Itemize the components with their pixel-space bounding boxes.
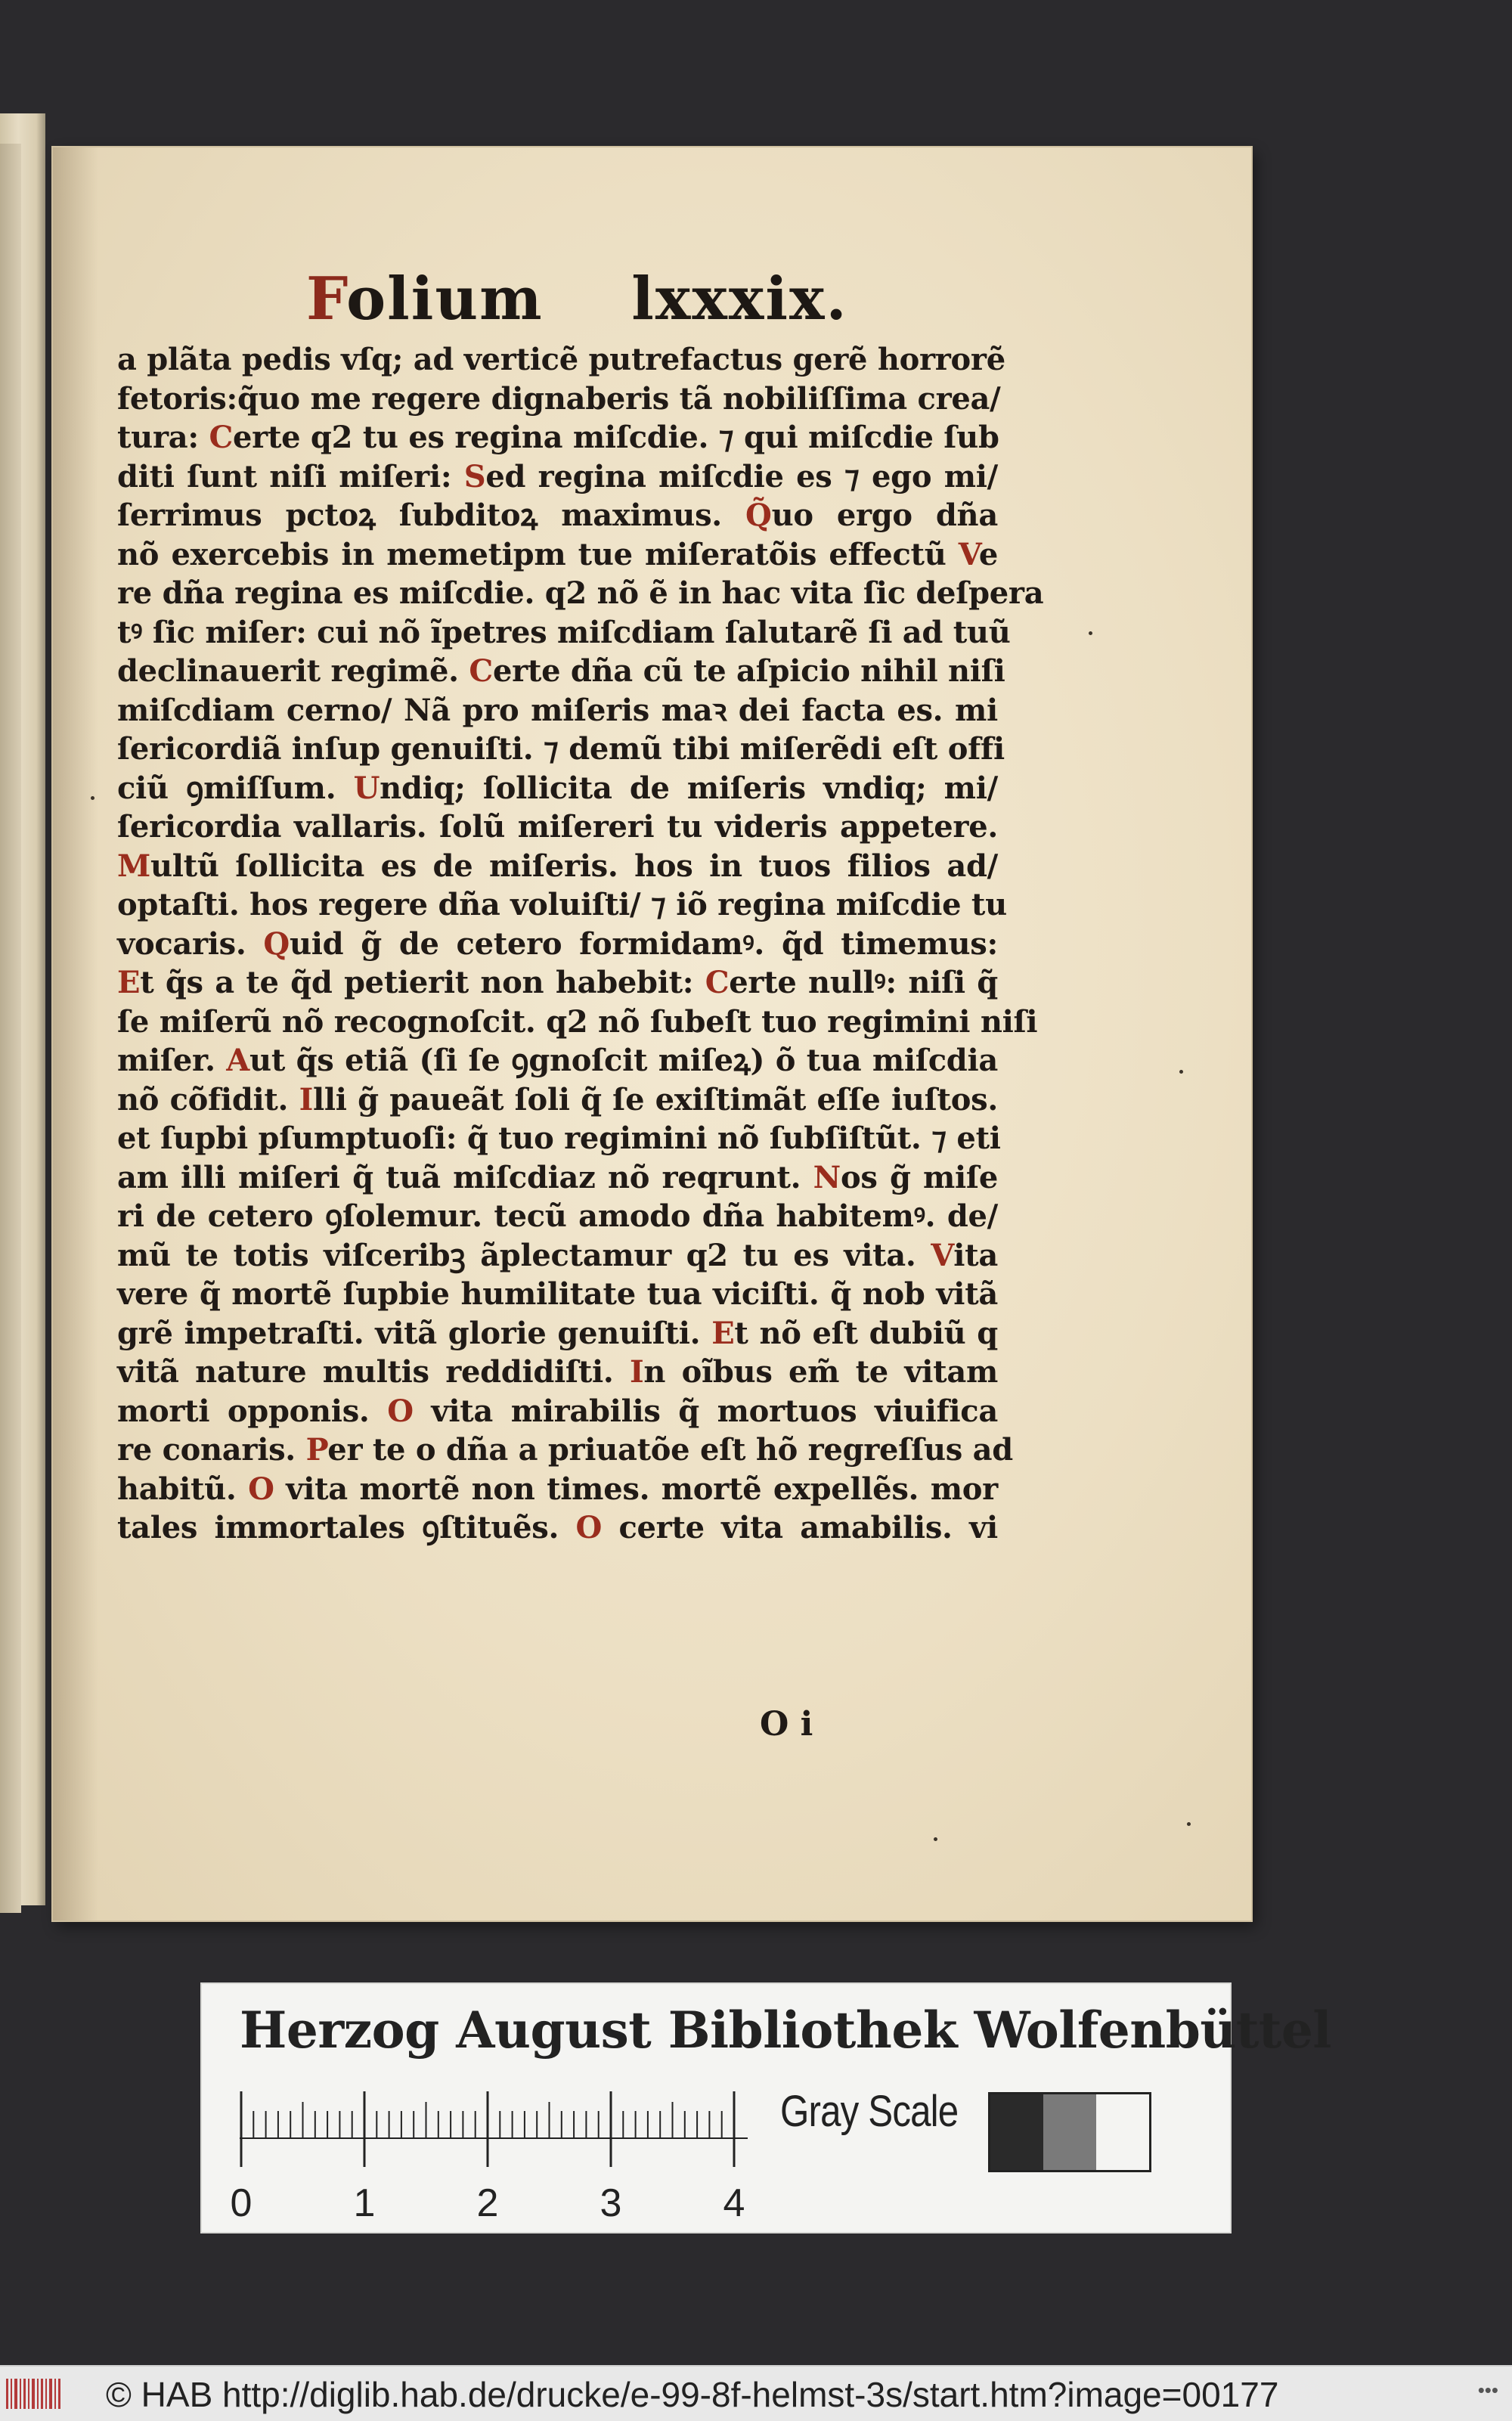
text-line: et ſupbi pſumptuoſi: q̃ tuo regimini nõ ſubſiſtũt. ⁊ eti [117, 1121, 1001, 1156]
ruler-ticks [241, 2091, 734, 2167]
library-name: Herzog August Bibliothek Wolfenbüttel [240, 2001, 1331, 2060]
rubricated-initial: O [387, 1393, 414, 1429]
folio-heading [306, 265, 848, 333]
text-line: Multũ ſollicita es de miſeris. hos in tuos filios ad/ [117, 848, 998, 884]
folio-initial: F [306, 265, 347, 333]
text-line: ſericordiã inſup genuiſti. ⁊ demũ tibi miſerẽdi eſt offi [117, 731, 1005, 767]
text-line: vocaris. Quid g̃ de cetero formidamꝰ. q̃d timemus: [117, 925, 998, 962]
text-line: miſer. Aut q̃s etiã (ſi ſe ꝯgnoſcit miſeꝝ) õ tua miſcdia [117, 1043, 998, 1078]
book-page [53, 147, 1251, 1920]
rubricated-initial: P [305, 1432, 328, 1468]
text-line: fetoris:q̃uo me regere dignaberis tã nobiliſſima crea/ [117, 380, 1001, 417]
text-line: vitã nature multis reddidiſti. In oĩbus em̃ te vitam [117, 1354, 998, 1390]
gray-swatch [1096, 2094, 1149, 2170]
ruler-label: 2 [476, 2181, 499, 2225]
gray-swatch [990, 2094, 1043, 2170]
rubricated-initial: I [299, 1081, 314, 1118]
text-line: nõ exercebis in memetipm tue miſeratõis effectũ Ve [117, 536, 998, 572]
text-block [117, 340, 1044, 1548]
text-line: diti ſunt niſi miſeri: Sed regina miſcdie es ⁊ ego mi/ [117, 458, 998, 494]
ruler-label: 3 [600, 2181, 622, 2225]
barcode-icon [5, 2376, 65, 2412]
rubricated-initial: V [931, 1237, 954, 1273]
ruler-label: 1 [353, 2181, 376, 2225]
source-url[interactable]: © HAB http://diglib.hab.de/drucke/e-99-8f-helmst-3s/start.htm?image=00177 [106, 2375, 1279, 2414]
ruler-label: 4 [723, 2181, 745, 2225]
folio-number: lxxxix. [631, 265, 848, 333]
text-line: tura: Certe q2 tu es regina miſcdie. ⁊ qui miſcdie ſub [117, 420, 999, 455]
text-line: am illi miſeri q̃ tuã miſcdiaz nõ reqrunt. Nos g̃ miſe [117, 1159, 998, 1195]
text-line: re conaris. Per te o dña a priuatõe eſt hõ regreſſus ad [117, 1432, 1013, 1468]
text-line: declinauerit regimẽ. Certe dña cũ te aſpicio nihil niſi [117, 653, 1005, 689]
text-line: vere q̃ mortẽ ſupbie humilitate tua viciſti. q̃ nob vitã [117, 1276, 998, 1312]
signature-mark: O i [760, 1705, 813, 1744]
gray-swatch [1043, 2094, 1096, 2170]
gray-scale-label: Gray Scale [780, 2087, 959, 2136]
text-line: tꝰ ſic miſer: cui nõ ĩpetres miſcdiam ſalutarẽ ſi ad tuũ [117, 614, 1011, 650]
text-line: grẽ impetraſti. vitã glorie genuiſti. Et nõ eſt dubiũ q [117, 1315, 998, 1351]
text-line: mũ te totis viſceribꝫ ãplectamur q2 tu es vita. Vita [117, 1237, 998, 1273]
ellipsis-icon[interactable]: ••• [1477, 2379, 1498, 2401]
rubricated-initial: E [711, 1315, 735, 1351]
previous-leaf-shadow [0, 144, 21, 1913]
rubricated-initial: O [575, 1510, 603, 1545]
ruler-labels [231, 2181, 745, 2225]
text-line: morti opponis. O vita mirabilis q̃ mortuos viuifica [117, 1393, 998, 1429]
ruler [230, 2091, 754, 2227]
paper-speck [91, 796, 94, 800]
rubricated-initial: N [813, 1159, 841, 1195]
paper-speck [1089, 631, 1092, 635]
text-line: tales immortales ꝯſtituẽs. O certe vita amabilis. vi [117, 1510, 998, 1545]
text-line: a plãta pedis vſq; ad verticẽ putrefactus gerẽ horrorẽ [117, 342, 1005, 377]
rubricated-initial: V [958, 536, 979, 572]
rubricated-initial: A [226, 1043, 250, 1078]
text-line: ciũ ꝯmiſſum. Undiq; ſollicita de miſeris vndiq; mi/ [117, 770, 998, 806]
rubricated-initial: O [248, 1471, 274, 1507]
rubricated-initial: M [117, 848, 150, 884]
rubricated-initial: C [705, 965, 730, 1000]
color-scale-card [200, 1982, 1331, 2233]
rubricated-initial: C [209, 420, 234, 455]
gray-swatches [988, 2092, 1151, 2172]
rubricated-initial: U [353, 770, 380, 806]
folio-word: olium [346, 265, 544, 333]
paper-speck [934, 1837, 937, 1841]
rubricated-initial: Q [263, 925, 290, 962]
text-line: nõ cõfidit. Illi g̃ paueãt ſoli q̃ ſe exiſtimãt eſſe iuſtos. [117, 1081, 998, 1118]
text-line: ſe miſerũ nõ recognoſcit. q2 nõ ſubeſt tuo regimini niſi [117, 1003, 1038, 1040]
text-line: miſcdiam cerno/ Nã pro miſeris maꝛ dei facta es. mi [117, 692, 998, 728]
paper-speck [1187, 1822, 1191, 1826]
rubricated-initial: C [469, 653, 493, 689]
ruler-label: 0 [230, 2181, 253, 2225]
text-line: re dña regina es miſcdie. q2 nõ ẽ in hac vita ſic deſpera [117, 575, 1044, 611]
text-line: Et q̃s a te q̃d petierit non habebit: Certe nullꝰ: niſi q̃ [117, 965, 998, 1000]
rubricated-initial: I [629, 1354, 644, 1390]
text-line: ſerrimus pctoꝝ ſubditoꝝ maximus. Q̃uo ergo dña [117, 498, 998, 533]
rubricated-initial: Q [745, 498, 772, 533]
paper-speck [1179, 1070, 1183, 1074]
rubricated-initial: S [463, 458, 486, 494]
footer-bar [0, 2365, 1512, 2421]
text-line: optaſti. hos regere dña voluiſti/ ⁊ iõ regina miſcdie tu [117, 887, 1007, 922]
text-line: habitũ. O vita mortẽ non times. mortẽ expellẽs. mor [117, 1471, 998, 1507]
text-line: ſericordia vallaris. ſolũ miſereri tu videris appetere. [117, 809, 998, 845]
rubricated-initial: E [117, 965, 141, 1000]
text-line: ri de cetero ꝯſolemur. tecũ amodo dña habitemꝰ. de/ [117, 1198, 998, 1234]
